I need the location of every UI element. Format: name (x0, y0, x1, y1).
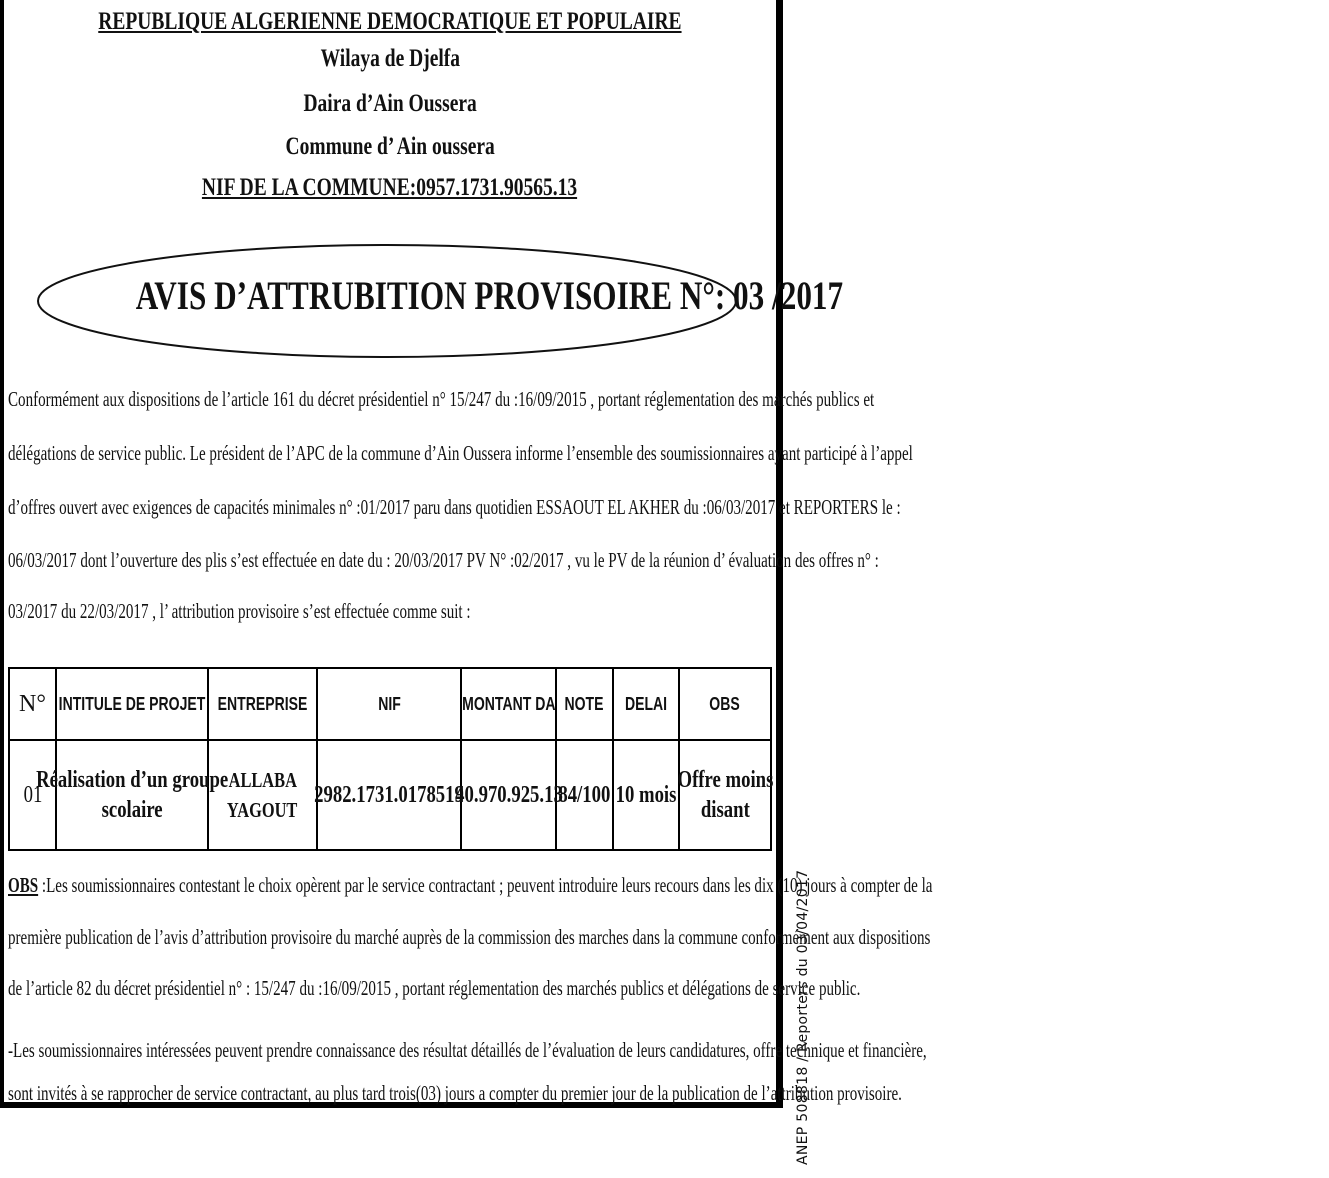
col-header-nif: NIF (377, 693, 401, 714)
intro-line-2: délégations de service public. Le président de l’APC de la commune d’Ain Oussera informe l’ensemble des soumissionnaires ayant participé à l’appel (8, 441, 913, 465)
col-header-entreprise: ENTREPRISE (217, 693, 308, 714)
closing-line-1: -Les soumissionnaires intéressées peuvent prendre connaissance des résultat détaillés de l’évaluation de leurs candidatures, offre technique et financière, (8, 1038, 927, 1062)
closing-line-2: sont invités à se rapprocher de service contractant, au plus tard trois(03) jours a compter du premier jour de la publication de l’attribution provisoire. (8, 1081, 902, 1105)
intro-line-4: 06/03/2017 dont l’ouverture des plis s’est effectuée en date du : 20/03/2017 PV N° :02/2017 , vu le PV de la réunion d’ évaluation des offres n° : (8, 548, 879, 572)
col-header-montant: MONTANT DA (461, 693, 556, 714)
row-entreprise: ALLABA YAGOUT (227, 768, 298, 822)
obs-line-3: de l’article 82 du décret présidentiel n° : 15/247 du :16/09/2015 , portant réglementation des marchés publics et délégations de service public. (8, 976, 861, 1000)
header-republique: REPUBLIQUE ALGERIENNE DEMOCRATIQUE ET POPULAIRE (98, 8, 682, 35)
row-note: 84/100 (558, 782, 611, 808)
row-montant: 40.970.925.13 (454, 782, 563, 808)
col-header-note: NOTE (564, 693, 604, 714)
header-nif: NIF DE LA COMMUNE:0957.1731.90565.13 (202, 174, 578, 201)
col-header-delai: DELAI (624, 693, 668, 714)
row-number: 01 (23, 782, 42, 808)
row-projet: Réalisation d’un groupe scolaire (35, 767, 229, 823)
col-header-projet: INTITULE DE PROJET (58, 693, 206, 714)
intro-line-3: d’offres ouvert avec exigences de capacités minimales n° :01/2017 paru dans quotidien ESSAOUT EL AKHER du :06/03/2017 et REPORTERS le : (8, 495, 901, 519)
row-nif: 2982.1731.0178519 (314, 782, 464, 808)
row-obs: Offre moins disant (677, 767, 773, 823)
obs-line-1: OBS :Les soumissionnaires contestant le choix opèrent par le service contractant ; peuvent introduire leurs recours dans les dix (10) jours à compter de la (8, 873, 933, 897)
intro-line-5: 03/2017 du 22/03/2017 , l’ attribution provisoire s’est effectuée comme suit : (8, 599, 471, 623)
col-header-obs: OBS (709, 693, 741, 714)
side-reference: ANEP 508818 / Reporters du 03/04/2017 (795, 869, 811, 1165)
header-wilaya: Wilaya de Djelfa (320, 45, 460, 72)
intro-line-1: Conformément aux dispositions de l’article 161 du décret présidentiel n° 15/247 du :16/09/2015 , portant réglementation des marchés publics et (8, 387, 875, 411)
page-title: AVIS D’ATTRUBITION PROVISOIRE N°: 03 /2017 (135, 273, 844, 318)
header-daira: Daira d’Ain Oussera (303, 90, 477, 117)
header-commune: Commune d’ Ain oussera (285, 133, 495, 160)
col-header-no: N° (19, 690, 46, 717)
row-delai: 10 mois (615, 782, 677, 808)
obs-line-2: première publication de l’avis d’attribution provisoire du marché auprès de la commission des marches dans la commune conformément aux dispositions (8, 925, 931, 949)
attribution-table (8, 667, 772, 851)
obs-label: OBS (8, 873, 39, 897)
